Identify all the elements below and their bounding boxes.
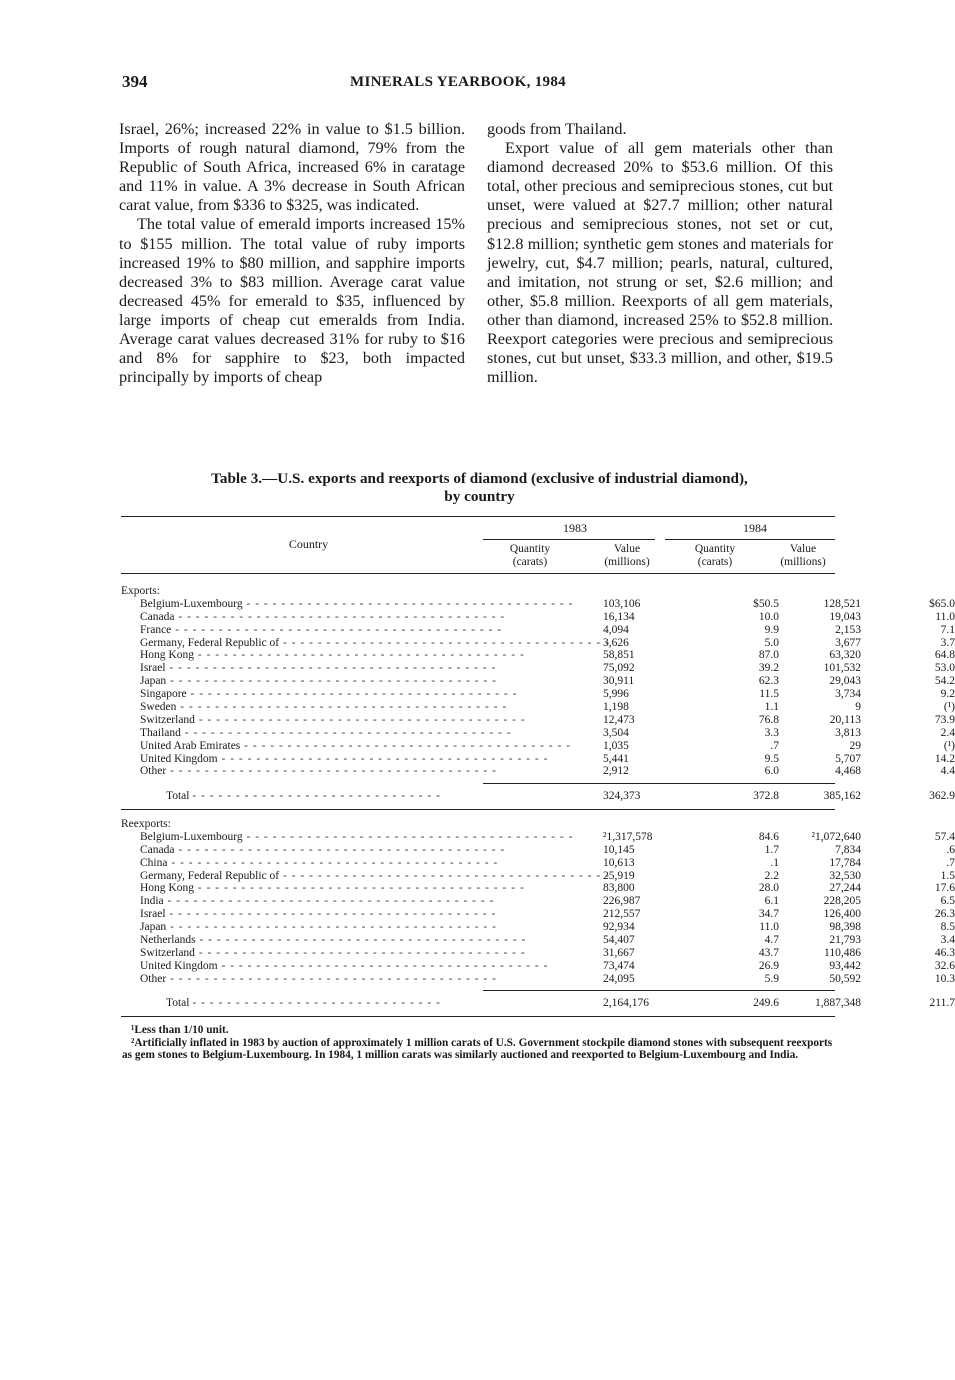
quantity-1983-cell: 83,800	[603, 882, 635, 895]
country-cell: Japan - - - - - - - - - - - - - - - - - - - - - - - - - - - - - - - - - - - - - -	[140, 675, 497, 688]
country-cell: Germany, Federal Republic of - - - - - - - - - - - - - - - - - - - - - - - - - - - - - - - - - - - - - -	[140, 636, 610, 649]
quantity-1984-cell: 7,834	[835, 843, 861, 856]
exports-subtotal-rule	[483, 783, 835, 784]
right-column	[487, 120, 833, 387]
value-1983-cell: 26.9	[758, 959, 779, 972]
table-row	[121, 934, 955, 947]
table-row	[121, 752, 955, 766]
quantity-1983-cell: 12,473	[603, 713, 635, 726]
country-cell: Netherlands - - - - - - - - - - - - - - - - - - - - - - - - - - - - - - - - - - - - - -	[140, 934, 527, 947]
paragraph: Israel, 26%; increased 22% in value to $1.5 billion. Imports of rough natural diamond, 79% from the Republic of South Africa, increased 6% in caratage and 11% in value. A 3% decrease in South African carat value, from $336 to $325, was indicated.	[119, 120, 465, 215]
country-cell: Germany, Federal Republic of - - - - - - - - - - - - - - - - - - - - - - - - - - - - - - - - - - - - - -	[140, 869, 610, 882]
value-1984-cell: 26.3	[934, 908, 955, 921]
country-cell: Singapore - - - - - - - - - - - - - - - - - - - - - - - - - - - - - - - - - - - - - -	[140, 688, 518, 701]
quantity-1983-cell: 5,996	[603, 688, 629, 701]
quantity-1983-cell: 58,851	[603, 649, 635, 662]
value-1984-cell: (¹)	[943, 701, 955, 714]
value-1984-cell: 3.7	[940, 636, 955, 649]
quantity-1984-cell: ²1,072,640	[811, 830, 861, 843]
reexports-total-row	[121, 997, 955, 1010]
country-cell: Other - - - - - - - - - - - - - - - - - - - - - - - - - - - - - - - - - - - - - -	[140, 765, 497, 778]
value-1983-cell: 1.1	[764, 701, 779, 714]
quantity-label: Quantity	[509, 543, 551, 555]
reexports-rows	[121, 830, 955, 986]
running-title: MINERALS YEARBOOK, 1984	[350, 74, 566, 90]
quantity-1984-cell: 5,707	[835, 752, 861, 765]
value-1983-cell: 76.8	[758, 713, 779, 726]
reexports-subtotal-rule	[483, 990, 835, 991]
total-quantity-1983: 2,164,176	[603, 997, 649, 1009]
value-1983-cell: .1	[770, 856, 779, 869]
quantity-1984-cell: 2,153	[835, 623, 861, 636]
table-bottom-rule	[121, 1016, 835, 1017]
quantity-1984-cell: 17,784	[829, 856, 861, 869]
value-1983-cell: 6.1	[764, 895, 779, 908]
country-cell: Switzerland - - - - - - - - - - - - - - - - - - - - - - - - - - - - - - - - - - - - - -	[140, 713, 526, 726]
table-row	[121, 701, 955, 714]
quantity-1983-cell: 10,145	[603, 843, 635, 856]
total-quantity-1984: 1,887,348	[815, 997, 861, 1009]
exports-rows	[121, 597, 955, 778]
table-row	[121, 765, 955, 778]
paragraph: Export value of all gem materials other than diamond decreased 20% to $53.6 million. Of this total, other precious and semiprecious stones, cut but unset, were valued at $27.7 million; other natural precious and semiprecious stones, not set or cut, $12.8 million; synthetic gem stones and materials for jewelry, cut, $4.7 million; pearls, natural, cultured, and imitation, not strung or set, $2.6 million; and other, $5.8 million. Reexports of all gem materials, other than diamond, increased 25% to $52.8 million. Reexport categories were precious and semiprecious stones, cut but unset, $33.3 million, and other, $19.5 million.	[487, 139, 833, 387]
value-1983-cell: 84.6	[758, 830, 779, 843]
page-header	[122, 72, 837, 94]
table-row	[121, 895, 955, 908]
table-row	[121, 921, 955, 934]
footnotes	[122, 1024, 835, 1062]
table-row	[121, 882, 955, 895]
quantity-1983-cell: 226,987	[603, 895, 641, 908]
value-1984-cell: 10.3	[934, 972, 955, 985]
table-row	[121, 623, 955, 637]
table-row	[121, 908, 955, 921]
country-cell: Sweden - - - - - - - - - - - - - - - - - - - - - - - - - - - - - - - - - - - - - -	[140, 701, 508, 714]
value-1984-cell: 6.5	[940, 895, 955, 908]
quantity-header-1984	[675, 543, 755, 568]
table-row	[121, 649, 955, 662]
quantity-header-1983	[490, 543, 570, 568]
country-cell: Hong Kong - - - - - - - - - - - - - - - - - - - - - - - - - - - - - - - - - - - - - -	[140, 882, 525, 895]
quantity-1984-cell: 3,677	[835, 636, 861, 649]
year-header-1984: 1984	[743, 521, 767, 535]
value-1983-cell: 39.2	[758, 662, 779, 675]
header-bottom-rule	[121, 573, 835, 574]
quantity-1983-cell: 103,106	[603, 597, 641, 610]
value-1983-cell: 3.3	[764, 726, 779, 739]
value-1984-cell: 64.8	[934, 649, 955, 662]
quantity-1983-cell: 92,934	[603, 921, 635, 934]
quantity-1984-cell: 29	[849, 739, 861, 752]
value-1983-cell: 10.0	[758, 610, 779, 623]
country-cell: France - - - - - - - - - - - - - - - - - - - - - - - - - - - - - - - - - - - - - -	[140, 623, 503, 636]
quantity-1984-cell: 126,400	[823, 908, 861, 921]
value-1983-cell: 1.7	[764, 843, 779, 856]
country-cell: Thailand - - - - - - - - - - - - - - - - - - - - - - - - - - - - - - - - - - - - - -	[140, 726, 512, 739]
value-header-1984	[764, 543, 842, 568]
total-quantity-1983: 324,373	[603, 790, 641, 802]
value-1984-cell: 7.1	[940, 623, 955, 636]
quantity-1983-cell: 31,667	[603, 946, 635, 959]
value-1984-cell: .7	[946, 856, 955, 869]
table-row	[121, 869, 955, 883]
country-cell: Switzerland - - - - - - - - - - - - - - - - - - - - - - - - - - - - - - - - - - - - - -	[140, 946, 526, 959]
value-header-1983	[588, 543, 666, 568]
quantity-1983-cell: 75,092	[603, 662, 635, 675]
quantity-1984-cell: 21,793	[829, 934, 861, 947]
value-1984-cell: $65.0	[929, 597, 955, 610]
quantity-1983-cell: 3,504	[603, 726, 629, 739]
total-label: Total - - - - - - - - - - - - - - - - - - - - - - - - - - - - -	[166, 997, 441, 1009]
quantity-1983-cell: 16,134	[603, 610, 635, 623]
country-cell: United Arab Emirates - - - - - - - - - - - - - - - - - - - - - - - - - - - - - - - - - - - - - -	[140, 739, 572, 752]
exports-section	[121, 585, 955, 778]
country-cell: Israel - - - - - - - - - - - - - - - - - - - - - - - - - - - - - - - - - - - - - -	[140, 662, 497, 675]
quantity-1984-cell: 128,521	[823, 597, 861, 610]
exports-bottom-rule	[121, 809, 835, 810]
quantity-1983-cell: 54,407	[603, 934, 635, 947]
quantity-1984-cell: 3,734	[835, 688, 861, 701]
country-column-header: Country	[288, 537, 329, 551]
value-1984-cell: 14.2	[934, 752, 955, 765]
value-1983-cell: $50.5	[753, 597, 779, 610]
country-cell: Israel - - - - - - - - - - - - - - - - - - - - - - - - - - - - - - - - - - - - - -	[140, 908, 497, 921]
year-rule-1983	[483, 539, 655, 540]
total-label: Total - - - - - - - - - - - - - - - - - - - - - - - - - - - - -	[166, 790, 441, 802]
value-1983-cell: 4.7	[764, 934, 779, 947]
exports-label: Exports:	[121, 585, 160, 597]
table-row	[121, 959, 955, 973]
footnote-2: ²Artificially inflated in 1983 by auction of approximately 1 million carats of U.S. Government stockpile diamond stones with subsequent reexports as gem stones to Belgium-Luxembourg. In 1984, 1 million carats was similarly auctioned and reexported to Belgium-Luxembourg and India.	[122, 1036, 833, 1062]
quantity-1984-cell: 4,468	[835, 765, 861, 778]
country-cell: United Kingdom - - - - - - - - - - - - - - - - - - - - - - - - - - - - - - - - - - - - - -	[140, 959, 549, 972]
quantity-1984-cell: 32,530	[829, 869, 861, 882]
value-1984-cell: 54.2	[934, 675, 955, 688]
value-1984-cell: 32.6	[934, 959, 955, 972]
quantity-1983-cell: ²1,317,578	[603, 830, 653, 843]
value-1983-cell: 9.9	[764, 623, 779, 636]
table-row	[121, 675, 955, 688]
table-row	[121, 856, 955, 870]
value-unit: (millions)	[604, 555, 650, 568]
quantity-1984-cell: 19,043	[829, 610, 861, 623]
quantity-1983-cell: 212,557	[603, 908, 641, 921]
footnote-1: ¹Less than 1/10 unit.	[131, 1024, 229, 1036]
value-1984-cell: 57.4	[934, 830, 955, 843]
reexports-section	[121, 818, 955, 986]
year-header-1983: 1983	[563, 521, 587, 535]
total-value-1983: 372.8	[753, 790, 779, 802]
value-1983-cell: 28.0	[758, 882, 779, 895]
country-cell: Hong Kong - - - - - - - - - - - - - - - - - - - - - - - - - - - - - - - - - - - - - -	[140, 649, 525, 662]
quantity-1984-cell: 110,486	[824, 946, 861, 959]
table-title-line: by country	[444, 488, 515, 505]
value-1983-cell: 2.2	[764, 869, 779, 882]
country-cell: Belgium-Luxembourg - - - - - - - - - - - - - - - - - - - - - - - - - - - - - - - - - - - - - -	[140, 830, 574, 843]
quantity-1983-cell: 3,626	[603, 636, 629, 649]
quantity-1984-cell: 29,043	[829, 675, 861, 688]
quantity-1983-cell: 30,911	[603, 675, 635, 688]
total-value-1984: 362.9	[929, 790, 955, 802]
quantity-1984-cell: 20,113	[829, 713, 861, 726]
table-title-line: Table 3.—U.S. exports and reexports of diamond (exclusive of industrial diamond),	[211, 470, 748, 487]
country-cell: United Kingdom - - - - - - - - - - - - - - - - - - - - - - - - - - - - - - - - - - - - - -	[140, 752, 549, 765]
reexports-label: Reexports:	[121, 818, 171, 830]
country-cell: Other - - - - - - - - - - - - - - - - - - - - - - - - - - - - - - - - - - - - - -	[140, 972, 497, 985]
quantity-1983-cell: 10,613	[603, 856, 635, 869]
quantity-1983-cell: 5,441	[603, 752, 629, 765]
total-value-1984: 211.7	[929, 997, 955, 1009]
table-row	[121, 662, 955, 675]
value-1984-cell: .6	[946, 843, 955, 856]
table-row	[121, 726, 955, 740]
quantity-1984-cell: 9	[855, 701, 861, 714]
value-1984-cell: 46.3	[934, 946, 955, 959]
value-1983-cell: 11.0	[759, 921, 779, 934]
value-unit: (millions)	[780, 555, 826, 568]
value-1983-cell: 5.0	[764, 636, 779, 649]
total-quantity-1984: 385,162	[823, 790, 861, 802]
quantity-1984-cell: 50,592	[829, 972, 861, 985]
value-1984-cell: 2.4	[940, 726, 955, 739]
value-1984-cell: (¹)	[943, 739, 955, 752]
table-row	[121, 597, 955, 611]
quantity-1983-cell: 1,035	[603, 739, 629, 752]
value-1984-cell: 73.9	[934, 713, 955, 726]
country-cell: China - - - - - - - - - - - - - - - - - - - - - - - - - - - - - - - - - - - - - -	[140, 856, 499, 869]
page-number: 394	[122, 72, 148, 91]
quantity-1984-cell: 63,320	[829, 649, 861, 662]
value-1983-cell: 11.5	[759, 688, 779, 701]
table-row	[121, 946, 955, 960]
value-1984-cell: 1.5	[940, 869, 955, 882]
value-1984-cell: 9.2	[940, 688, 955, 701]
value-1984-cell: 3.4	[940, 934, 955, 947]
value-1983-cell: 43.7	[758, 946, 779, 959]
value-1983-cell: 34.7	[758, 908, 779, 921]
value-1984-cell: 17.6	[934, 882, 955, 895]
value-1983-cell: 87.0	[758, 649, 779, 662]
table-row	[121, 972, 955, 986]
table-row	[121, 688, 955, 701]
quantity-1984-cell: 98,398	[829, 921, 861, 934]
value-1984-cell: 53.0	[934, 662, 955, 675]
table-row	[121, 843, 955, 857]
quantity-1983-cell: 73,474	[603, 959, 635, 972]
value-1984-cell: 4.4	[940, 765, 955, 778]
quantity-1984-cell: 93,442	[829, 959, 861, 972]
value-1984-cell: 8.5	[940, 921, 955, 934]
country-cell: Japan - - - - - - - - - - - - - - - - - - - - - - - - - - - - - - - - - - - - - -	[140, 921, 497, 934]
country-cell: Belgium-Luxembourg - - - - - - - - - - - - - - - - - - - - - - - - - - - - - - - - - - - - - -	[140, 597, 574, 610]
table-title	[122, 470, 837, 506]
quantity-1984-cell: 3,813	[835, 726, 861, 739]
value-1983-cell: 6.0	[764, 765, 779, 778]
quantity-1983-cell: 1,198	[603, 701, 629, 714]
country-cell: India - - - - - - - - - - - - - - - - - - - - - - - - - - - - - - - - - - - - - -	[140, 895, 495, 908]
paragraph: goods from Thailand.	[487, 120, 627, 138]
quantity-1983-cell: 2,912	[603, 765, 629, 778]
table-row	[121, 739, 955, 753]
table-row	[121, 610, 955, 624]
quantity-unit: (carats)	[512, 555, 548, 568]
table-row	[121, 713, 955, 727]
quantity-1984-cell: 228,205	[823, 895, 861, 908]
reexports-total-section	[121, 997, 955, 1010]
value-1983-cell: .7	[770, 739, 779, 752]
table-row	[121, 830, 955, 844]
quantity-1983-cell: 4,094	[603, 623, 629, 636]
value-1983-cell: 62.3	[758, 675, 779, 688]
value-1983-cell: 9.5	[764, 752, 779, 765]
paragraph: The total value of emerald imports increased 15% to $155 million. The total value of ruby imports increased 19% to $80 million, and sapphire imports decreased 3% to $83 million. Average carat value decreased 45% for emerald to $35, influenced by large imports of cheap cut emeralds from India. Average carat values decreased 31% for ruby to $16 and 8% for sapphire to $23, both impacted principally by imports of cheap	[119, 215, 465, 387]
quantity-unit: (carats)	[697, 555, 733, 568]
quantity-1983-cell: 25,919	[603, 869, 635, 882]
year-rule-1984	[665, 539, 835, 540]
quantity-label: Quantity	[694, 543, 736, 555]
country-cell: Canada - - - - - - - - - - - - - - - - - - - - - - - - - - - - - - - - - - - - - -	[140, 610, 506, 623]
value-label: Value	[613, 543, 641, 555]
value-1984-cell: 11.0	[935, 610, 955, 623]
value-label: Value	[789, 543, 817, 555]
total-value-1983: 249.6	[753, 997, 779, 1009]
quantity-1984-cell: 101,532	[823, 662, 861, 675]
table-row	[121, 636, 955, 650]
country-cell: Canada - - - - - - - - - - - - - - - - - - - - - - - - - - - - - - - - - - - - - -	[140, 843, 506, 856]
quantity-1983-cell: 24,095	[603, 972, 635, 985]
exports-total-row	[121, 790, 955, 803]
exports-total-section	[121, 790, 955, 803]
value-1983-cell: 5.9	[764, 972, 779, 985]
left-column	[119, 120, 465, 387]
table-top-rule	[121, 516, 835, 517]
quantity-1984-cell: 27,244	[829, 882, 861, 895]
